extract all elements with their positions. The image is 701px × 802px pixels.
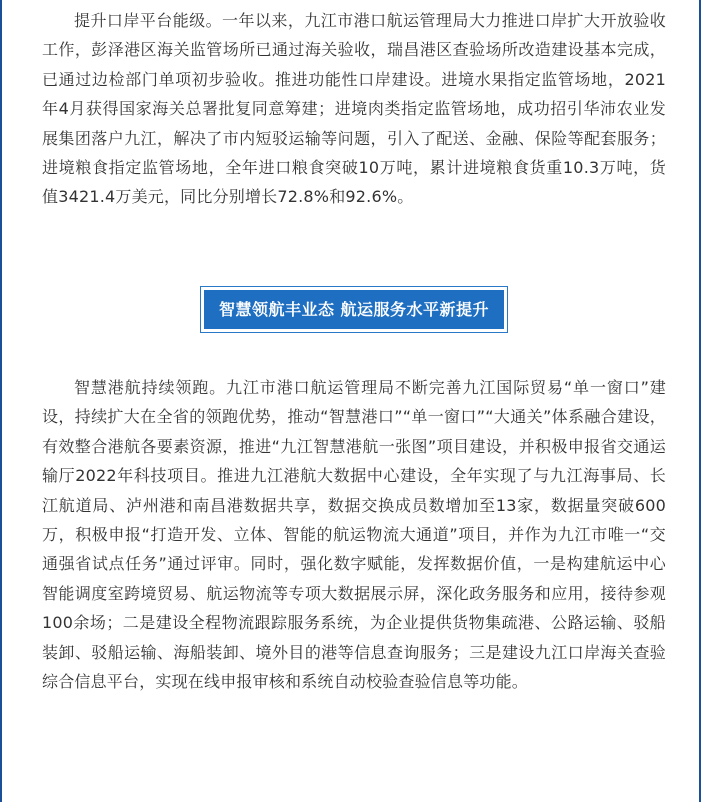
paragraph-smart-port: 智慧港航持续领跑。九江市港口航运管理局不断完善九江国际贸易“单一窗口”建设，持续扩大在全省的领跑优势，推动“智慧港口”“单一窗口”“大通关”体系融合建设，有效整合港航各要素资源，推进“九江智慧港航一张图”项目建设，并积极申报省交通运输厅2022年科技项目。推进九江港航大数据中心建设，全年实现了与九江海事局、长江航道局、泸州港和南昌港数据共享，数据交换成员数增加至13家，数据量突破600万，积极申报“打造开发、立体、智能的航运物流大通道”项目，并作为九江市唯一“交通强省试点任务”通过评审。同时，强化数字赋能，发挥数据价值，一是构建航运中心智能调度室跨境贸易、航运物流等专项大数据展示屏，深化政务服务和应用，接待参观100余场；二是建设全程物流跟踪服务系统，为企业提供货物集疏港、公路运输、驳船装卸、驳船运输、海船装卸、境外目的港等信息查询服务；三是建设九江口岸海关查验综合信息平台，实现在线申报审核和系统自动校验查验信息等功能。 (42, 378, 666, 692)
section-heading-box (200, 286, 508, 333)
section-heading: 智慧领航丰业态 航运服务水平新提升 (204, 290, 504, 329)
paragraph-port-platform: 提升口岸平台能级。一年以来，九江市港口航运管理局大力推进口岸扩大开放验收工作，彭泽港区海关监管场所已通过海关验收，瑞昌港区查验场所改造建设基本完成，已通过边检部门单项初步验收。推进功能性口岸建设。进境水果指定监管场地，2021年4月获得国家海关总署批复同意筹建；进境肉类指定监管场地，成功招引华沛农业发展集团落户九江，解决了市内短驳运输等问题，引入了配送、金融、保险等配套服务；进境粮食指定监管场地，全年进口粮食突破10万吨，累计进境粮食货重10.3万吨，货值3421.4万美元，同比分别增长72.8%和92.6%。 (42, 11, 666, 207)
